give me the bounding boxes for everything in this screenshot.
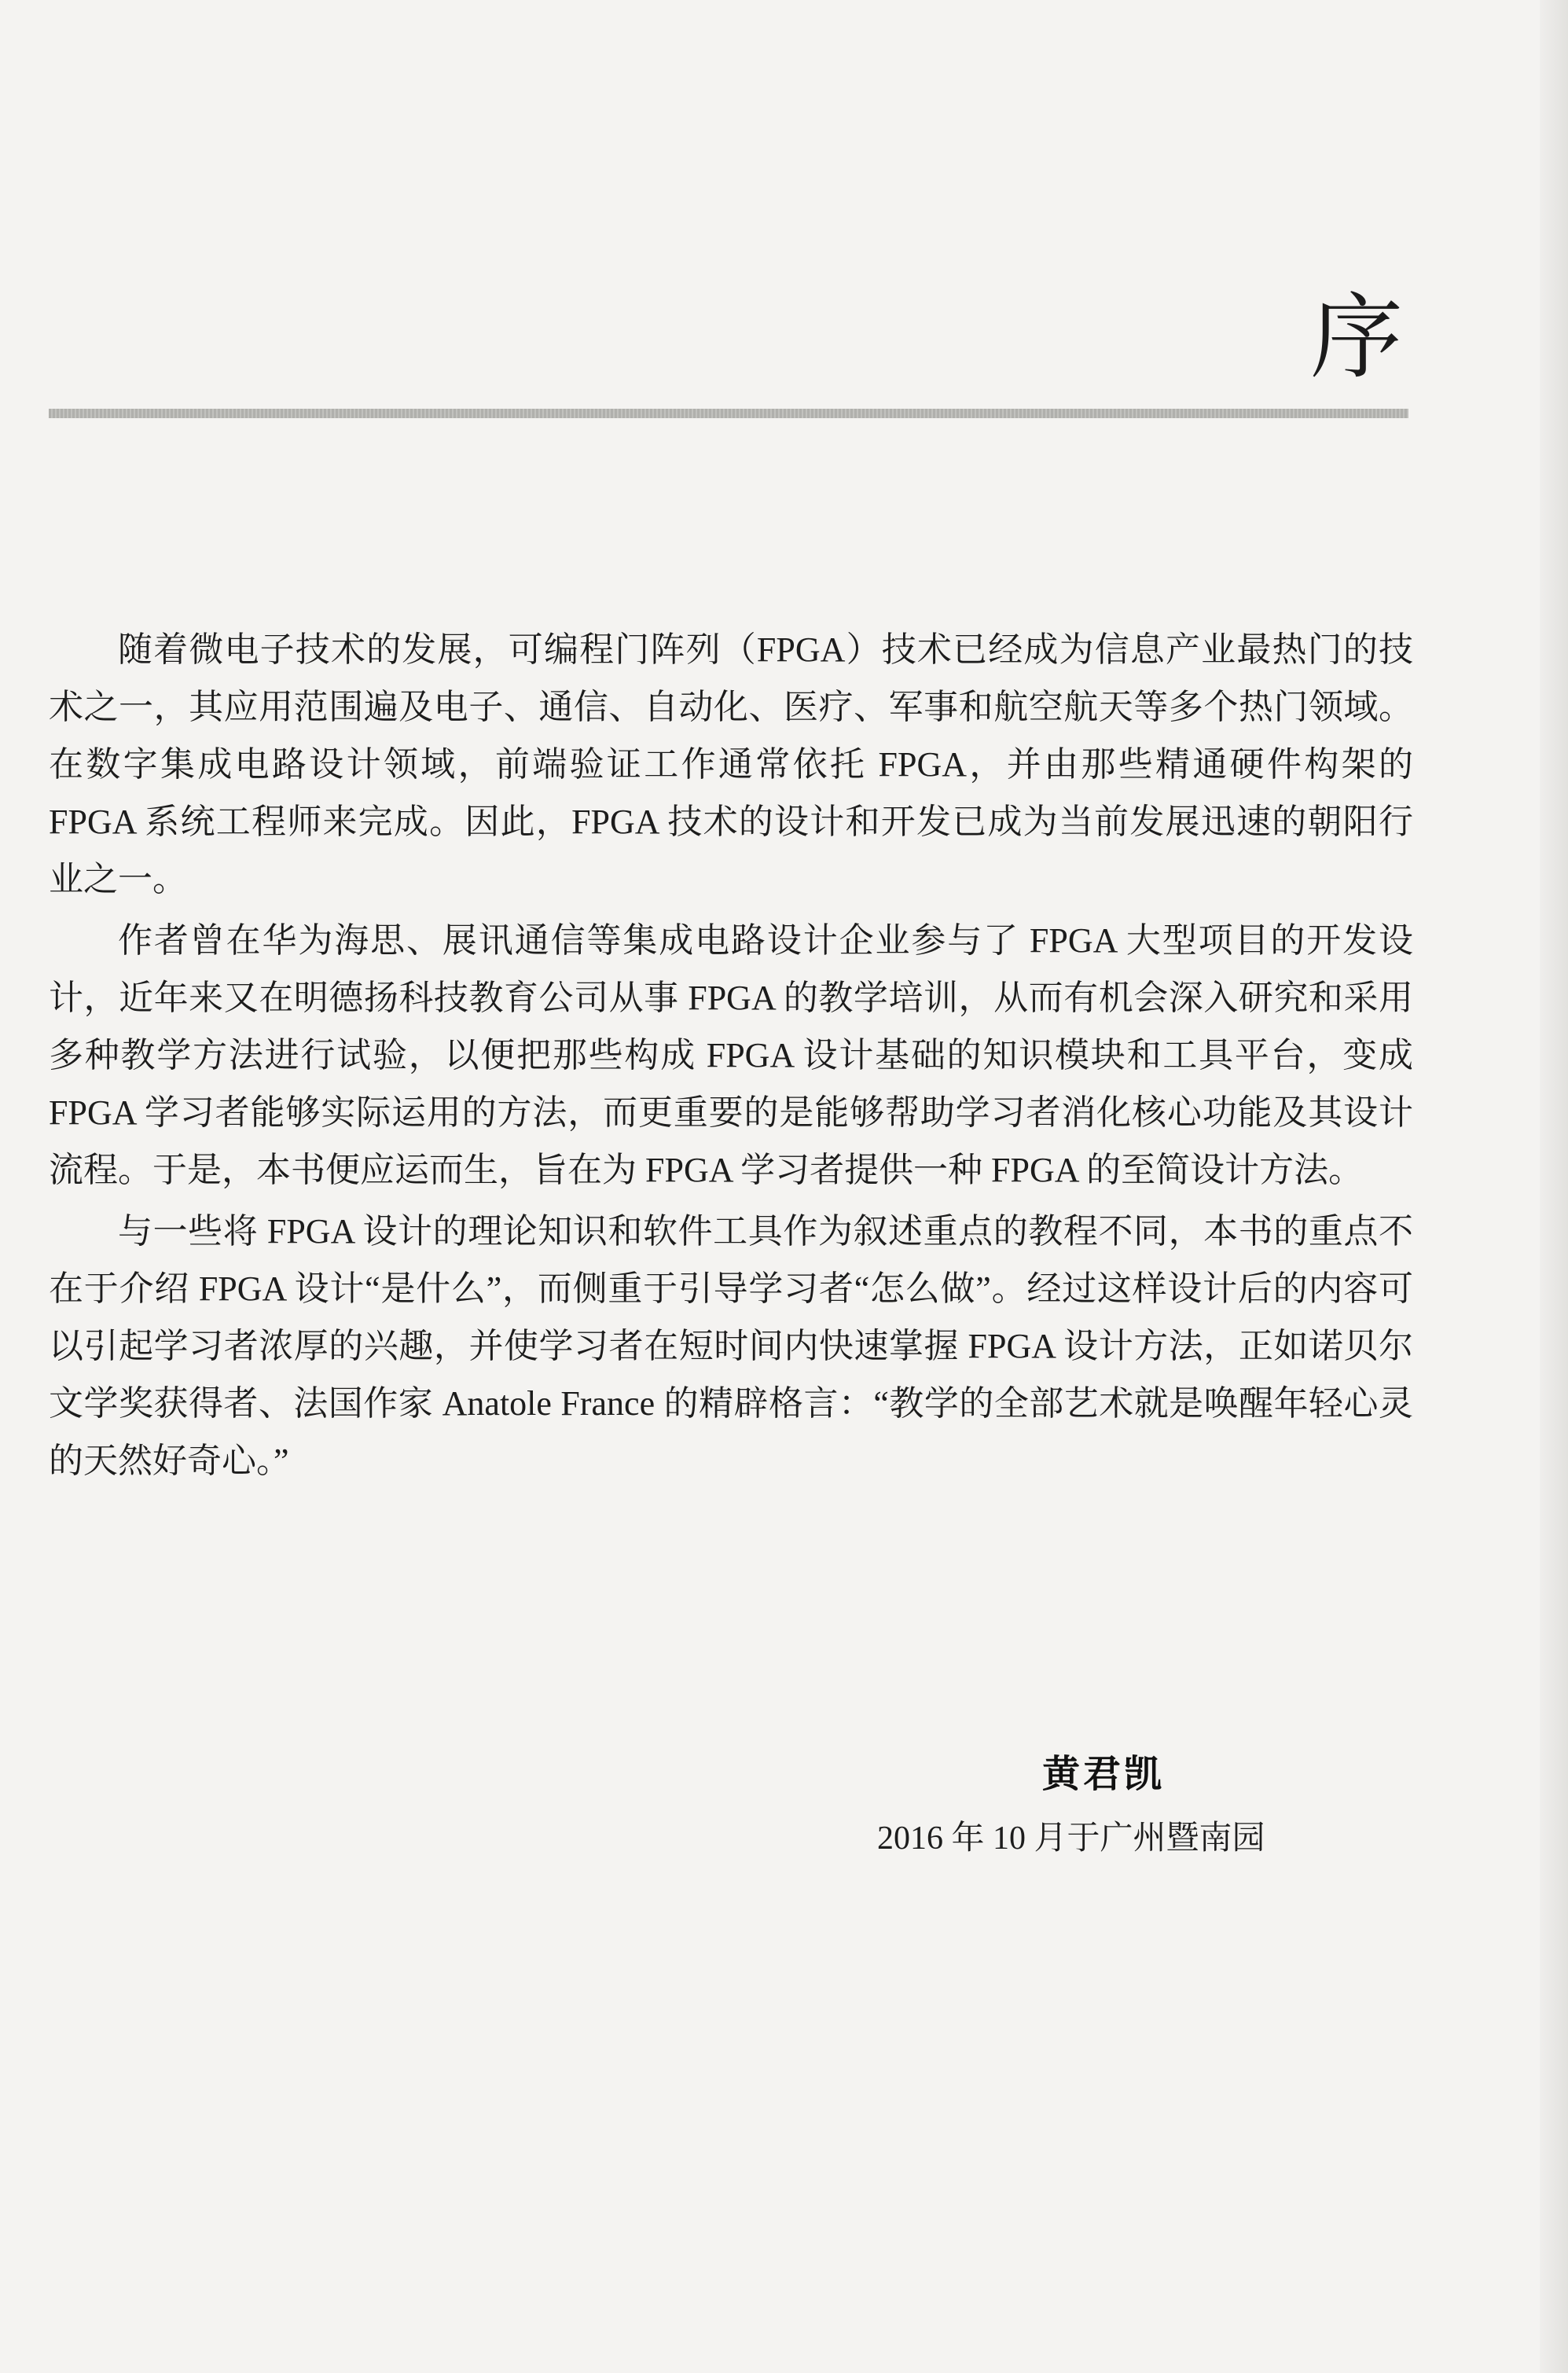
paragraph-1: 随着微电子技术的发展，可编程门阵列（FPGA）技术已经成为信息产业最热门的技术之一，其应用范围遍及电子、通信、自动化、医疗、军事和航空航天等多个热门领域。在数字集成电路设计领域，前端验证工作通常依托 FPGA，并由那些精通硬件构架的 FPGA 系统工程师来完成。因此，FPGA 技术的设计和开发已成为当前发展迅速的朝阳行业之一。 (49, 630, 1413, 898)
date-place-line: 2016 年 10 月于广州暨南园 (877, 1820, 1265, 1857)
page-title: 序 (1309, 283, 1403, 391)
paragraph-3: 与一些将 FPGA 设计的理论知识和软件工具作为叙述重点的教程不同，本书的重点不在于介绍 FPGA 设计“是什么”，而侧重于引导学习者“怎么做”。经过这样设计后的内容可以引起学习者浓厚的兴趣，并使学习者在短时间内快速掌握 FPGA 设计方法，正如诺贝尔文学奖获得者、法国作家 Anatole France 的精辟格言：“教学的全部艺术就是唤醒年轻心灵的天然好奇心。” (49, 1212, 1413, 1480)
author-signature: 黄君凯 (1042, 1752, 1166, 1796)
page-edge-shadow (1540, 0, 1568, 2373)
title-divider (49, 409, 1408, 418)
paragraph-2: 作者曾在华为海思、展讯通信等集成电路设计企业参与了 FPGA 大型项目的开发设计，近年来又在明德扬科技教育公司从事 FPGA 的教学培训，从而有机会深入研究和采用多种教学方法进行试验，以便把那些构成 FPGA 设计基础的知识模块和工具平台，变成 FPGA 学习者能够实际运用的方法，而更重要的是能够帮助学习者消化核心功能及其设计流程。于是，本书便应运而生，旨在为 FPGA 学习者提供一种 FPGA 的至简设计方法。 (49, 921, 1413, 1189)
preface-body (49, 621, 1413, 1493)
